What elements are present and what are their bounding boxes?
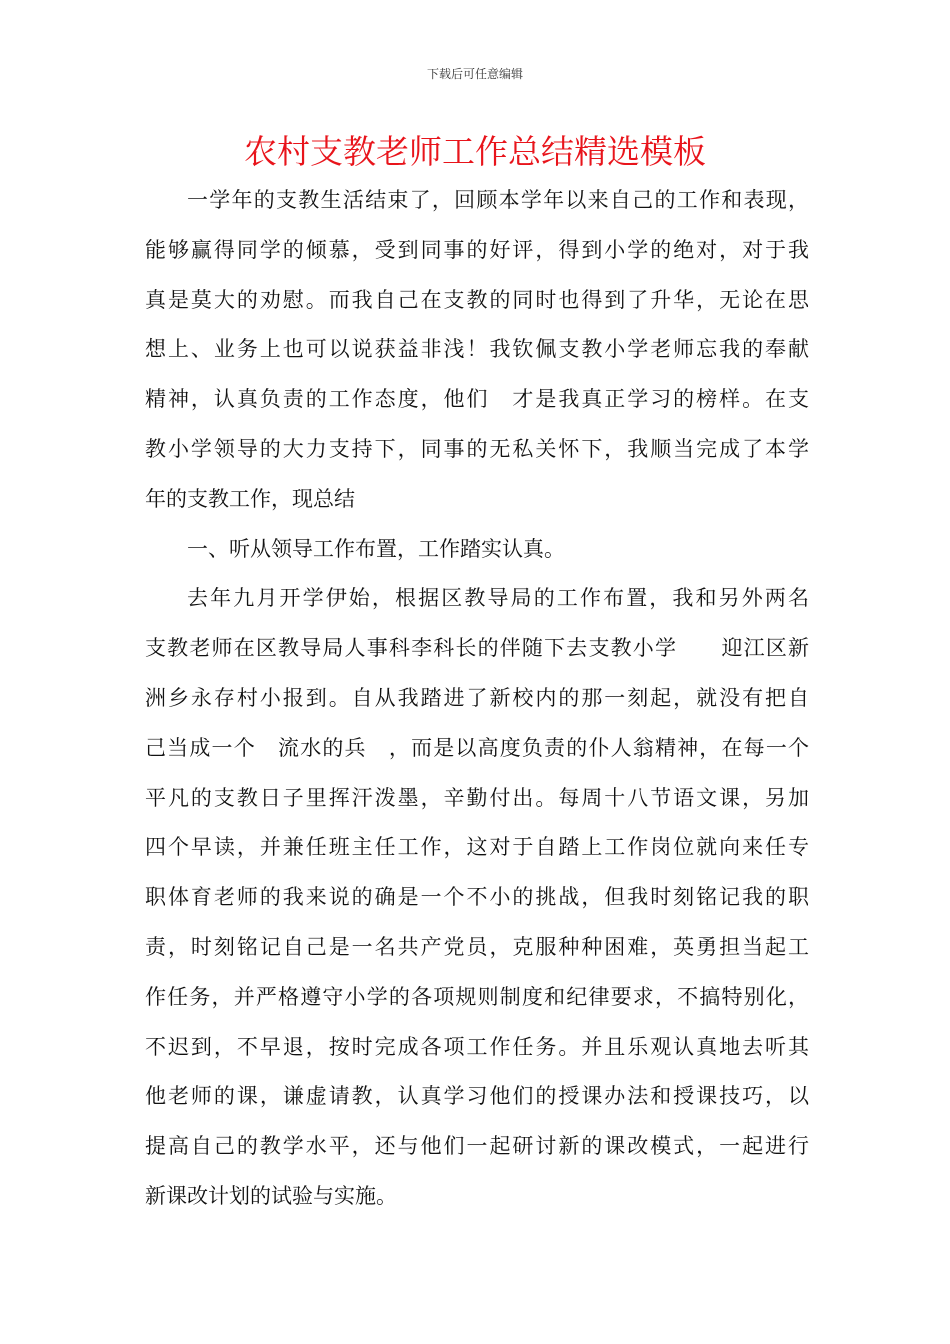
text-line: 教小学领导的大力支持下，同事的无私关怀下，我顺当完成了本学 (145, 436, 809, 461)
header-note: 下载后可任意编辑 (426, 67, 523, 81)
text-line: 洲乡永存村小报到。自从我踏进了新校内的那一刻起，就没有把自 (145, 685, 809, 710)
text-line: 他老师的课，谦虚请教，认真学习他们的授课办法和授课技巧，以 (145, 1084, 809, 1109)
text-line: 作任务，并严格遵守小学的各项规则制度和纪律要求，不搞特别化， (145, 984, 809, 1009)
text-line: 新课改计划的试验与实施。 (145, 1183, 397, 1208)
text-line: 一学年的支教生活结束了，回顾本学年以来自己的工作和表现， (187, 188, 809, 212)
text-line: 不迟到，不早退，按时完成各项工作任务。并且乐观认真地去听其 (145, 1034, 809, 1059)
text-line: 支教老师在区教导局人事科李科长的伴随下去支教小学 迎江区新 (145, 636, 809, 661)
section-heading: 一、听从领导工作布置，工作踏实认真。 (187, 536, 565, 561)
text-line: 提高自己的教学水平，还与他们一起研讨新的课改模式，一起进行 (145, 1134, 809, 1159)
text-line: 想上、业务上也可以说获益非浅！我钦佩支教小学老师忘我的奉献 (145, 337, 809, 362)
text-line: 平凡的支教日子里挥汗泼墨，辛勤付出。每周十八节语文课，另加 (145, 785, 809, 810)
text-line: 责，时刻铭记自己是一名共产党员，克服种种困难，英勇担当起工 (145, 934, 809, 959)
document-body (145, 176, 809, 1222)
text-line: 去年九月开学伊始，根据区教导局的工作布置，我和另外两名 (187, 586, 809, 611)
text-line: 能够赢得同学的倾慕，受到同事的好评，得到小学的绝对，对于我 (145, 237, 809, 262)
text-line: 年的支教工作，现总结 (145, 486, 355, 511)
text-line: 四个早读，并兼任班主任工作，这对于自踏上工作岗位就向来任专 (145, 835, 809, 860)
text-line: 己当成一个 流水的兵 ，而是以高度负责的仆人翁精神，在每一个 (145, 735, 809, 760)
text-line: 真是莫大的劝慰。而我自己在支教的同时也得到了升华，无论在思 (145, 287, 809, 312)
text-line: 精神，认真负责的工作态度，他们 才是我真正学习的榜样。在支 (145, 387, 809, 412)
document-title: 农村支教老师工作总结精选模板 (244, 132, 706, 171)
text-line: 职体育老师的我来说的确是一个不小的挑战，但我时刻铭记我的职 (145, 885, 809, 910)
